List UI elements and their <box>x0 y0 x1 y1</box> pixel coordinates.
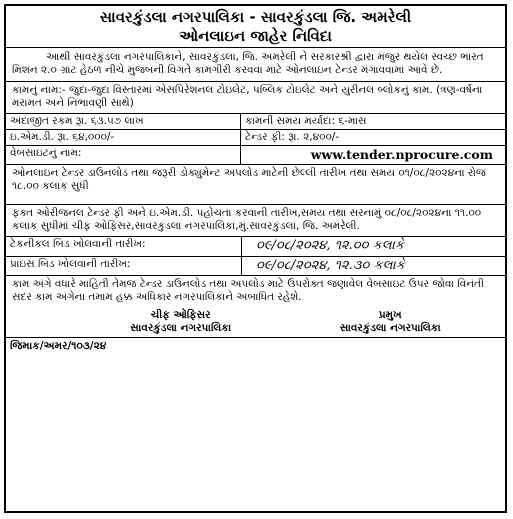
signatory-chief-officer <box>130 309 231 335</box>
signatory-org: સાવરકુંડલા નગરપાલિકા <box>130 322 232 335</box>
download-deadline: ઓનલાઇન ટેન્ડર ડાઉનલોડ તથા જરૂરી ડોક્યુમેન્ટ અપલોડ માટેની છેલ્લી તારીખ તથા સમય ૦૧/૦૮/૨૦૨૪ના રોજ ૧૮.૦૦ કલાક સુધી <box>12 166 486 192</box>
website-label: વેબસાઇટનું નામ: <box>6 146 241 164</box>
reference-number: જિમાક/અમર/૧૦૩/૨૪ <box>10 340 107 353</box>
signatory-title: ચીફ ઓફિસર <box>150 309 211 322</box>
municipality-title: સાવરકુંડલા નગરપાલિકા - સાવરકુંડલા જિ. અમરેલી <box>99 8 412 26</box>
signatory-title: પ્રમુખ <box>378 309 402 322</box>
tender-fee: ટેન્ડર ફી: રૂા. ૨,૪૦૦/- <box>245 131 340 144</box>
emd-amount: ઇ.એમ.ડી. રૂા. ૬૪,૦૦૦/- <box>6 130 241 145</box>
price-bid-date: ૦૯/૦૮/૨૦૨૪, ૧૨.૩૦ કલાકે <box>256 257 405 273</box>
signatory-president <box>340 309 441 335</box>
detail-row-emd <box>6 130 505 146</box>
section-gap <box>6 196 505 204</box>
technical-bid-date: ૦૯/૦૮/૨૦૨૪, ૧૨.૦૦ કલાકે <box>256 238 404 254</box>
notice-title: ઓનલાઇન જાહેર નિવિદા <box>179 26 332 45</box>
price-bid-label: પ્રાઇસ બિડ ખોલવાની તારીખ: <box>6 257 242 275</box>
signatory-org: સાવરકુંડલા નગરપાલિકા <box>339 322 441 335</box>
opening-row-price <box>6 257 505 276</box>
estimated-cost: અંદાજીત રકમ રૂા. ૬૩.૫૭ લાખ <box>6 114 241 129</box>
work-name: કામનું નામ:- જુદા-જુદા વિસ્તારમાં એસપિરેશનલ ટોઇલેટ, પબ્લિક ટોઇલેટ અને યુરીનલ બ્લોકનું કામ. (ત્રણ-વર્ષના મરામત અને નિભાવણી સાથે) <box>6 82 505 114</box>
notice-note: કામ અંગે વધારે માહિતી તેમજ ટેન્ડર ડાઉનલોડ તથા અપલોડ માટે ઉપરોક્ત જણાવેલ વેબસાઇટ ઉપર જોવા વિનંતી સદર કામ અંગેના તમામ હક્ક અધિકાર નગરપાલિકાને અબાધિત રહેશે. <box>12 277 485 303</box>
opening-row-technical <box>6 237 505 256</box>
detail-row-cost <box>6 114 505 130</box>
intro-paragraph: આથી સાવરકુંડલા નગરપાલિકાને, સાવરકુંડલા, જિ. અમરેલી ને સરકારશ્રી દ્વારા મંજુર થયેલ સ્વચ્છ ભારત મિશન ૨.૦ ગ્રાંટ હેઠળ નીચે મુજબની વિગતે કામગીરી કરવવા માટે ઓનલાઇન ટેન્ડર મંગાવવામાં આવે છે. <box>6 48 505 82</box>
tender-notice <box>4 4 507 513</box>
signatures <box>6 307 505 338</box>
technical-bid-label: ટેકનીકલ બિડ ખોલવાની તારીખ: <box>6 237 242 255</box>
notice-header <box>6 6 505 48</box>
time-limit: કામની સમય મર્યાદા: ૬-માસ <box>245 115 367 127</box>
website-link[interactable]: www.tender.nprocure.com <box>310 147 493 163</box>
physical-submission: ફક્ત ઓરીજનલ ટેન્ડર ફી અને ઇ.એમ.ડી. પહોંચતા કરવાની તારીખ,સમય તથા સરનામું ૦૮/૦૮/૨૦૨૪ના ૧૧.૦૦ કલાક સુધીમાં ચીફ ઓફિસર,સાવરકુંડલા નગરપાલિકા,મું.સાવરકુંડલા, જિ. અમરેલી. <box>6 204 505 237</box>
detail-row-website <box>6 146 505 165</box>
